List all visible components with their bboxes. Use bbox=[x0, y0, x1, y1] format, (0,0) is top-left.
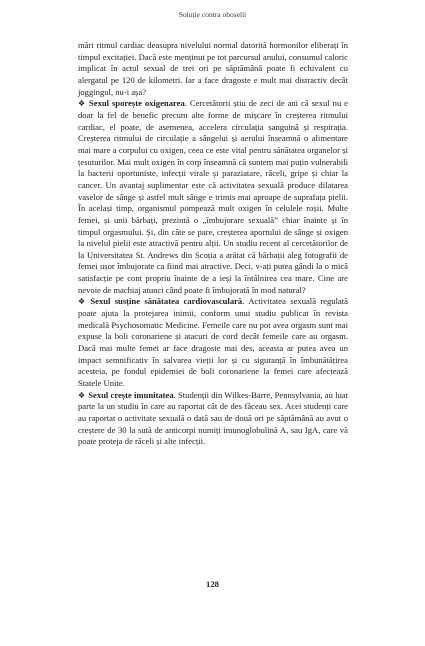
section-text: . Cercetătorii știu de zeci de ani că sexul nu e doar la fel de benefic precum alte forme de mișcare în creșterea ritmului cardiac, el poate, de asemenea, accelera circulația sanguină și respirația. Creșterea ritmului de circulație a sângelui și aerului înseamnă o alimentare mai mare a corpului cu oxigen, ceea ce este vital pentru sănătatea organelor și țesuturilor. Mai mult oxigen în corp înseamnă că suntem mai puțin vulnerabili la bacterii oportuniste, infecții virale și paraziatare, răceli, gripe și chiar la cancer. Un avantaj suplimentar este că activitatea sexuală produce dilatarea vaselor de sânge și astfel mult sânge e trimis mai aproape de suprafața pielii. În același timp, organismul pompează mult oxigen în celulele roșii. Multe femei, și unii bărbați, prezintă o „îmbujorare sexuală” chiar înainte și în timpul orgasmului. Și, din câte se pare, creșterea aportului de sânge și oxigen la nivelul pielii este atractivă pentru alții. Un studiu recent al cercetătorilor de la Universitatea St. Andrews din Scoția a arătat că bărbații aleg fotografii de femei ușor îmbujorate ca fiind mai atractive. Deci, v-ați putea gândi la o mică satisfacție pe cont propriu înainte de a ieși la întâlnirea cea mare. Cine are nevoie de machiaj atunci când poate fi îmbujorată în mod natural? bbox=[78, 98, 349, 295]
diamond-bullet-icon: ❖ bbox=[78, 297, 88, 307]
diamond-bullet-icon: ❖ bbox=[78, 390, 86, 400]
diamond-bullet-icon: ❖ bbox=[78, 99, 86, 109]
body-text bbox=[78, 40, 348, 448]
section-text: . Activitatea sexuală regulată poate ajuta la protejarea inimii, conform unui studiu publicat în revista medicală Psychosomatic Medicine. Femeile care nu pot avea orgasm sunt mai expuse la boli coronariene și atacuri de cord decât femeile care au orgasm. Dacă mai multe femei ar face dragoste mai des, aceasta ar putea avea un impact semnificativ în salvarea vieții lor și cu siguranță în îmbunătățirea acesteia, pe fondul epidemiei de boli coronariene la femei care afectează Statele Unite. bbox=[78, 296, 348, 389]
intro-paragraph: mări ritmul cardiac deasupra nivelului normal datorită hormonilor eliberați în timpul excitației. Dacă este menținut pe tot parcursul anului, consumul caloric implicat în actul sexual de trei ori pe săptămână poate fi echivalent cu alergatul pe 120 de kilometri. Iar a face dragoste e mult mai distractiv decât joggingul, nu-i așa? bbox=[78, 40, 348, 97]
section-immunity bbox=[78, 390, 348, 448]
running-head: Soluție contra oboselii bbox=[178, 10, 247, 19]
section-oxygenation bbox=[78, 98, 348, 296]
section-heading: Sexul sporește oxigenarea bbox=[88, 98, 185, 109]
section-cardiovascular bbox=[78, 296, 348, 389]
section-heading: Sexul susține sănătatea cardiovasculară bbox=[90, 296, 243, 307]
section-text: . Studenții din Wilkes-Barre, Pennsylvania, au luat parte la un studiu în care au raportat cât de des făceau sex. Acei studenți care au raportat o activitate sexuală o dată sau de două ori pe săptămână au avut o creștere de 30 la sută de anticorpi numiți imunoglobulină A, sau IgA, care vă poate proteja de răceli și alte infecții. bbox=[78, 389, 348, 447]
page-number: 128 bbox=[206, 579, 219, 589]
section-heading: Sexul crește imunitatea bbox=[88, 389, 174, 400]
